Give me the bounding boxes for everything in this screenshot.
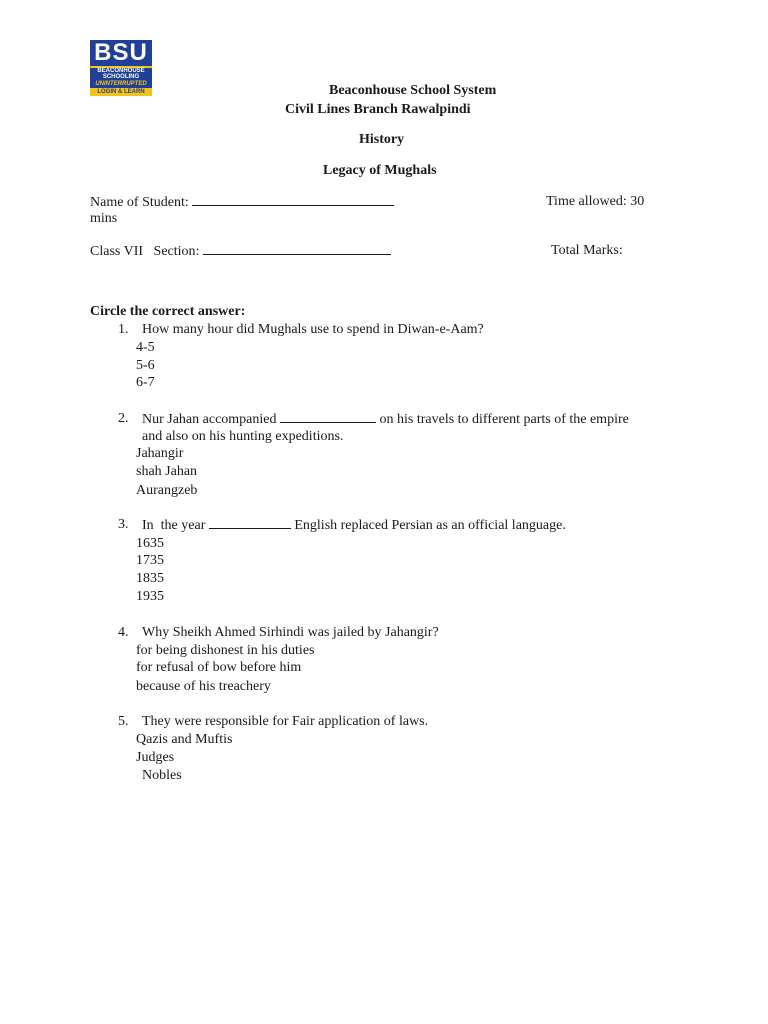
logo-tagline: LOGIN & LEARN [90,88,152,96]
time-allowed-unit: mins [90,211,118,226]
topic-title: Legacy of Mughals [323,163,437,178]
student-name-label: Name of Student: [90,195,189,210]
question-5-option-c[interactable]: Nobles [142,768,182,783]
question-2-text-line2: and also on his hunting expeditions. [142,429,344,444]
question-5-number: 5. [118,714,129,729]
question-3-number: 3. [118,517,129,532]
logo-line-2: SCHOOLING [90,74,152,81]
school-name: Beaconhouse School System [329,83,497,98]
question-2-number: 2. [118,411,129,426]
instructions-heading: Circle the correct answer: [90,304,246,319]
question-5-text: They were responsible for Fair application of laws. [142,714,429,729]
question-3-text-after: English replaced Persian as an official language. [294,518,566,533]
question-3-option-d[interactable]: 1935 [136,589,164,604]
question-1-option-c[interactable]: 6-7 [136,375,155,390]
question-4-text: Why Sheikh Ahmed Sirhindi was jailed by Jahangir? [142,625,439,640]
question-4-option-b[interactable]: for refusal of bow before him [136,660,302,675]
subject-title: History [359,132,405,147]
section-label: Section: [153,244,200,259]
logo-line-3: UNINTERRUPTED [90,81,152,88]
question-4-number: 4. [118,625,129,640]
question-4-option-c[interactable]: because of his treachery [136,679,271,694]
question-3-option-b[interactable]: 1735 [136,553,164,568]
question-2-blank[interactable] [280,410,376,423]
question-1-option-b[interactable]: 5-6 [136,358,155,373]
time-allowed-label: Time allowed: 30 [546,194,645,209]
school-logo [90,40,152,96]
branch-name: Civil Lines Branch Rawalpindi [285,102,471,117]
question-2-option-c[interactable]: Aurangzeb [136,483,198,498]
student-name-field [90,193,394,211]
question-3-option-c[interactable]: 1835 [136,571,164,586]
question-2-text [142,410,629,428]
class-section-field [90,242,391,260]
question-4-option-a[interactable]: for being dishonest in his duties [136,643,315,658]
question-1-text: How many hour did Mughals use to spend in Diwan-e-Aam? [142,322,484,337]
total-marks-label: Total Marks: [551,243,623,258]
question-1-option-a[interactable]: 4-5 [136,340,155,355]
section-blank[interactable] [203,242,391,255]
question-3-blank[interactable] [209,516,291,529]
question-2-option-b[interactable]: shah Jahan [136,464,198,479]
question-3-text-before: In the year [142,518,206,533]
class-label: Class VII [90,244,144,259]
question-2-text-after: on his travels to different parts of the empire [379,412,629,427]
logo-mark: BSU [90,40,152,66]
question-2-text-before: Nur Jahan accompanied [142,412,277,427]
question-3-text [142,516,566,534]
logo-line-1: BEACONHOUSE [90,68,152,75]
student-name-blank[interactable] [192,193,394,206]
question-5-option-a[interactable]: Qazis and Muftis [136,732,233,747]
question-3-option-a[interactable]: 1635 [136,536,164,551]
question-5-option-b[interactable]: Judges [136,750,175,765]
question-1-number: 1. [118,322,129,337]
question-2-option-a[interactable]: Jahangir [136,446,184,461]
